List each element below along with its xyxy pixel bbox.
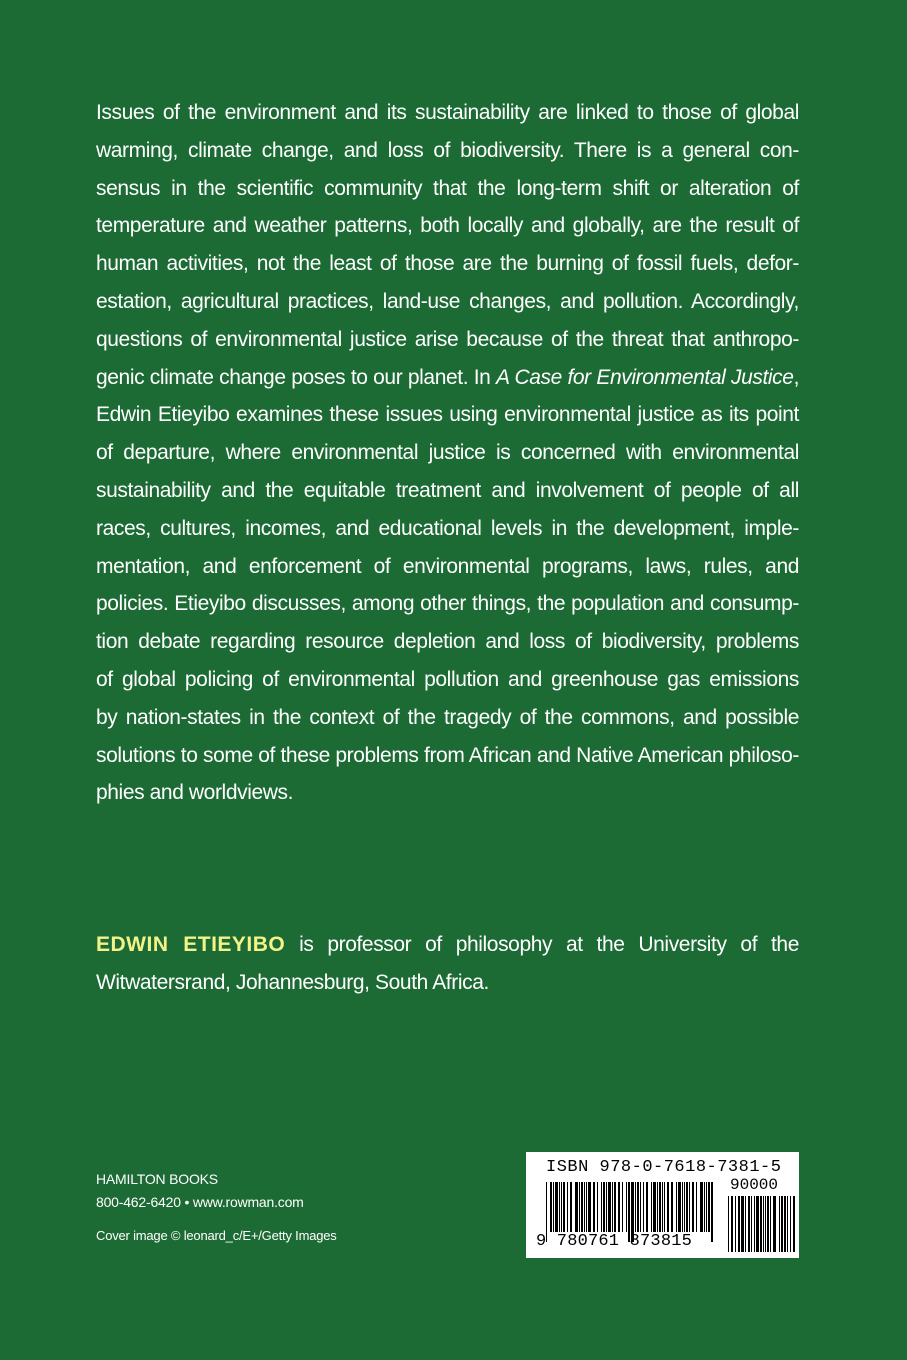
description-line: questions of environmental justice arise because of the threat that anthropo- [96, 327, 799, 351]
description-line: temperature and weather patterns, both locally and globally, are the result of [96, 214, 799, 238]
description-line: of global policing of environmental pollution and greenhouse gas emissions [96, 667, 799, 691]
cover-image-credit: Cover image © leonard_c/E+/Getty Images [96, 1228, 337, 1243]
price-code: 90000 [730, 1176, 779, 1194]
description-line: estation, agricultural practices, land-use changes, and pollution. Accordingly, [96, 289, 799, 313]
publisher-contact: 800-462-6420 • www.rowman.com [96, 1194, 304, 1210]
book-description [96, 94, 799, 812]
description-line: Edwin Etieyibo examines these issues using environmental justice as its point [96, 403, 799, 427]
bio-line: Witwatersrand, Johannesburg, South Africa. [96, 971, 489, 994]
description-line: solutions to some of these problems from African and Native American philoso- [96, 743, 799, 767]
description-line: sustainability and the equitable treatment and involvement of people of all [96, 478, 799, 502]
author-name: EDWIN ETIEYIBO [96, 933, 286, 956]
barcode-digits: 9 780761 873815 [536, 1232, 693, 1251]
description-line: policies. Etieyibo discusses, among other things, the population and consump- [96, 592, 799, 616]
description-line: of departure, where environmental justice is concerned with environmental [96, 441, 799, 465]
description-line: phies and worldviews. [96, 781, 294, 805]
description-text: genic climate change poses to our planet. In [96, 365, 497, 389]
book-title-italic: A Case for Environmental Justice [496, 365, 794, 389]
description-line: sensus in the scientific community that the long-term shift or alteration of [96, 176, 799, 200]
publisher-info [96, 1168, 304, 1214]
description-line: races, cultures, incomes, and educational levels in the development, imple- [96, 516, 799, 540]
publisher-name: HAMILTON BOOKS [96, 1171, 218, 1187]
description-text: , [793, 365, 799, 389]
description-line: Issues of the environment and its sustainability are linked to those of global [96, 101, 799, 124]
description-line: mentation, and enforcement of environmental programs, laws, rules, and [96, 554, 799, 578]
author-bio [96, 926, 799, 1002]
description-line [96, 359, 799, 397]
isbn-barcode [526, 1152, 799, 1258]
bio-line [96, 926, 799, 964]
description-line: human activities, not the least of those are the burning of fossil fuels, defor- [96, 252, 799, 276]
description-line: warming, climate change, and loss of biodiversity. There is a general con- [96, 138, 799, 162]
description-line: tion debate regarding resource depletion and loss of biodiversity, problems [96, 630, 799, 654]
description-line: by nation-states in the context of the tragedy of the commons, and possible [96, 705, 799, 729]
isbn-text: ISBN 978-0-7618-7381-5 [546, 1158, 782, 1177]
bio-text: is professor of philosophy at the University of the [285, 933, 799, 956]
